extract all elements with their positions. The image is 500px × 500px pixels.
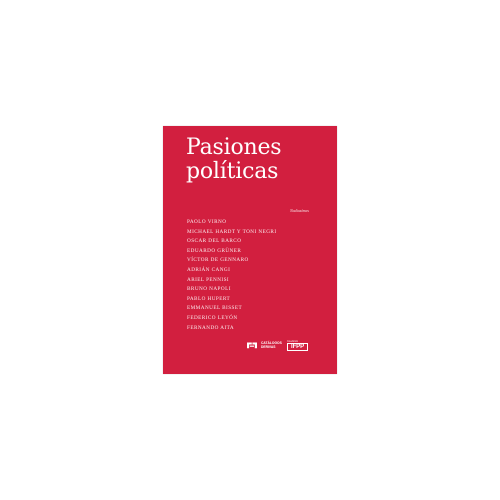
author-item: FERNANDO AITA [187,324,235,331]
publisher-logos [246,340,308,354]
series-label: Nadiasímas [290,208,309,213]
ifpp-logo: IFPP [287,343,308,351]
book-cover [163,126,337,374]
publisher-name [261,341,282,349]
coedition-label: Coedición [287,340,299,343]
book-title [186,136,281,184]
author-item: PAOLO VIRNO [187,219,227,225]
author-item: PABLO HUPERT [187,295,231,302]
author-item: ADRIÁN CANGI [187,266,231,273]
publisher-icon [246,341,258,350]
author-item: OSCAR DEL BARCO [187,238,242,245]
author-item: FEDERICO LEYÓN [187,314,238,321]
author-item: MICHAEL HARDT Y TONI NEGRI [187,228,277,235]
book-title-line-1: Pasiones [186,135,282,160]
author-item: EMMANUEL BISSET [187,305,243,312]
author-item: EDUARDO GRÜNER [187,247,242,254]
coedition-logo [287,340,308,352]
author-item: ARIEL PENNISI [187,276,230,283]
author-item: BRUNO NAPOLI [187,286,231,293]
publisher-name-line-2: DERIVAS [261,345,276,349]
author-list [187,218,277,333]
book-title-line-2: políticas [186,159,279,184]
author-item: VÍCTOR DE GENNARO [187,257,249,264]
publisher-name-line-1: CATÁLOGOS [261,341,282,345]
